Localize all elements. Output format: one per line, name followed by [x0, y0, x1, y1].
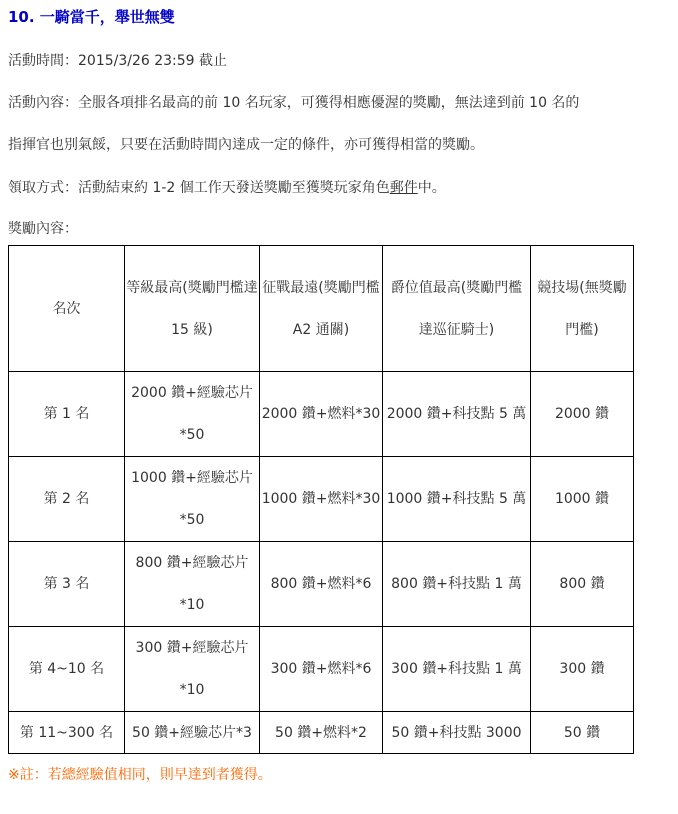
claim-method-suffix: 中。	[417, 180, 446, 196]
table-cell: 1000 鑽+經驗芯片*50	[125, 457, 260, 542]
event-content-line-1: 活動內容：全服各項排名最高的前 10 名玩家，可獲得相應優渥的獎勵，無法達到前 10 名的	[8, 95, 580, 111]
table-cell: 2000 鑽+燃料*30	[260, 372, 383, 457]
table-cell: 50 鑽+燃料*2	[260, 712, 383, 754]
table-cell: 800 鑽+燃料*6	[260, 542, 383, 627]
event-content-line-2: 指揮官也別氣餒，只要在活動時間內達成一定的條件，亦可獲得相當的獎勵。	[8, 137, 484, 153]
header-rank: 名次	[9, 246, 125, 372]
table-cell: 1000 鑽	[531, 457, 634, 542]
table-cell: 300 鑽+經驗芯片*10	[125, 627, 260, 712]
header-arena: 競技場(無獎勵門檻)	[531, 246, 634, 372]
table-cell: 第 2 名	[9, 457, 125, 542]
rewards-table	[8, 245, 634, 754]
table-cell: 1000 鑽+燃料*30	[260, 457, 383, 542]
table-cell: 50 鑽+經驗芯片*3	[125, 712, 260, 754]
header-level: 等級最高(獎勵門檻達 15 級)	[125, 246, 260, 372]
claim-method	[8, 177, 446, 197]
header-title-value: 爵位值最高(獎勵門檻達巡征騎士)	[383, 246, 531, 372]
header-campaign: 征戰最遠(獎勵門檻 A2 通關)	[260, 246, 383, 372]
table-row	[9, 542, 634, 627]
table-cell: 50 鑽+科技點 3000	[383, 712, 531, 754]
table-cell: 800 鑽	[531, 542, 634, 627]
table-cell: 800 鑽+經驗芯片*10	[125, 542, 260, 627]
mail-link[interactable]: 郵件	[389, 180, 418, 196]
footnote: ※註：若總經驗值相同，則早達到者獲得。	[8, 767, 272, 783]
table-header-row	[9, 246, 634, 372]
table-cell: 300 鑽	[531, 627, 634, 712]
rewards-heading: 獎勵內容：	[8, 221, 78, 237]
table-cell: 800 鑽+科技點 1 萬	[383, 542, 531, 627]
table-cell: 第 11~300 名	[9, 712, 125, 754]
table-row	[9, 712, 634, 754]
table-cell: 第 4~10 名	[9, 627, 125, 712]
table-cell: 2000 鑽+經驗芯片*50	[125, 372, 260, 457]
table-cell: 第 1 名	[9, 372, 125, 457]
table-cell: 300 鑽+科技點 1 萬	[383, 627, 531, 712]
table-cell: 2000 鑽+科技點 5 萬	[383, 372, 531, 457]
table-cell: 50 鑽	[531, 712, 634, 754]
page-title: 10. 一騎當千，舉世無雙	[8, 8, 175, 26]
table-cell: 300 鑽+燃料*6	[260, 627, 383, 712]
table-row	[9, 627, 634, 712]
table-cell: 2000 鑽	[531, 372, 634, 457]
table-cell: 1000 鑽+科技點 5 萬	[383, 457, 531, 542]
claim-method-prefix: 領取方式：活動結束約 1-2 個工作天發送獎勵至獲獎玩家角色	[8, 180, 390, 196]
table-row	[9, 457, 634, 542]
table-cell: 第 3 名	[9, 542, 125, 627]
event-time: 活動時間：2015/3/26 23:59 截止	[8, 53, 228, 69]
table-row	[9, 372, 634, 457]
